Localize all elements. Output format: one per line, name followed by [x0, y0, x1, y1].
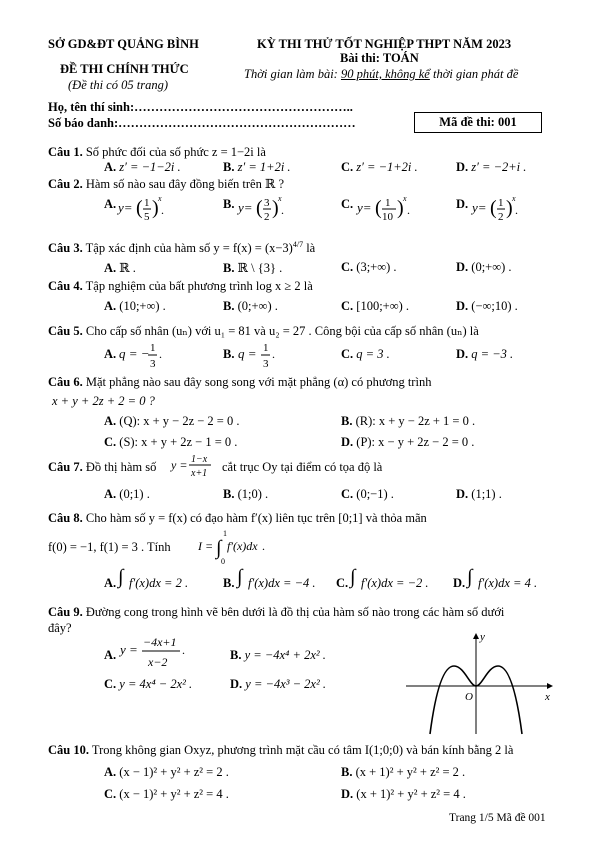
svg-text:1: 1: [385, 197, 391, 209]
q7-text-b: cắt trục Oy tại điểm có tọa độ là: [222, 460, 383, 474]
q8-option-d: [453, 576, 465, 591]
option-text: f′(x)dx = −4 .: [248, 576, 316, 590]
question-2: [48, 176, 284, 192]
option-text: (x − 1)² + y² + z² = 2 .: [119, 765, 229, 779]
q5-text: Cho cấp số nhân (uₙ) với u₁ = 81 và u₂ = 27 . Công bội của cấp số nhân (uₙ) là: [85, 324, 479, 338]
q1-option-b: [223, 160, 291, 175]
option-text: (0;−1) .: [356, 487, 394, 501]
svg-text:.: .: [272, 347, 275, 361]
q8-text: Cho hàm số y = f(x) có đạo hàm f′(x) liên tục trên [0;1] và thỏa mãn: [85, 511, 427, 525]
q9-option-b: [230, 648, 326, 663]
option-letter: D.: [456, 299, 469, 313]
q2-option-b: [223, 197, 234, 212]
q7-option-d: [456, 487, 502, 502]
option-letter: D.: [341, 787, 354, 801]
student-id-line: Số báo danh:…………………………………………………: [48, 116, 356, 130]
option-text: z′ = 1+2i .: [237, 160, 291, 174]
option-letter: A.: [104, 487, 117, 501]
svg-text:.: .: [515, 203, 518, 217]
q3-option-a: [104, 260, 136, 276]
option-letter: D.: [230, 677, 243, 691]
svg-text:): ): [152, 197, 159, 219]
svg-text:.: .: [262, 539, 265, 553]
option-letter: A.: [104, 261, 117, 275]
q4-option-b: [223, 299, 278, 314]
option-letter: C.: [104, 435, 117, 449]
q4-option-a: [104, 299, 166, 314]
q10-option-b: [341, 765, 465, 780]
q7-option-a: [104, 487, 150, 502]
official-label: ĐỀ THI CHÍNH THỨC: [60, 62, 189, 76]
option-letter: A.: [104, 576, 117, 590]
q8-option-d-text: [478, 576, 537, 591]
option-letter: B.: [223, 576, 235, 590]
q6-number: Câu 6.: [48, 375, 83, 389]
option-text: f′(x)dx = 2 .: [129, 576, 189, 590]
option-letter: B.: [341, 414, 353, 428]
option-letter: C.: [104, 787, 117, 801]
option-letter: A.: [104, 648, 117, 662]
option-letter: C.: [341, 487, 354, 501]
origin-label: O: [465, 691, 473, 703]
option-letter: A.: [104, 414, 117, 428]
q6-option-b: [341, 414, 475, 429]
option-letter: B.: [223, 347, 235, 361]
q6-option-c: [104, 435, 237, 450]
option-text: (S): x + y + 2z − 1 = 0 .: [119, 435, 238, 449]
svg-text:x+1: x+1: [191, 468, 208, 479]
svg-text:I =: I =: [198, 539, 214, 553]
question-7: [48, 460, 156, 475]
svg-text:2: 2: [264, 211, 270, 223]
svg-text:1: 1: [263, 342, 269, 354]
svg-text:q = −: q = −: [119, 346, 150, 361]
q7-function-formula: [169, 452, 219, 486]
option-text: z′ = −2+i .: [471, 160, 527, 174]
q4-number: Câu 4.: [48, 279, 83, 293]
svg-text:y=: y=: [472, 200, 487, 215]
time-note-c: thời gian phát đề: [429, 67, 519, 81]
q2-formula-a: [116, 192, 166, 226]
option-text: (x + 1)² + y² + z² = 4 .: [356, 787, 466, 801]
q9-text: Đường cong trong hình vẽ bên dưới là đồ thị của hàm số nào trong các hàm số dưới: [85, 605, 505, 619]
x-axis-label: x: [545, 691, 550, 703]
option-text: [100;+∞) .: [356, 299, 410, 313]
svg-text:(: (: [490, 197, 497, 219]
question-9: [48, 605, 504, 620]
option-letter: A.: [104, 765, 117, 779]
q10-text: Trong không gian Oxyz, phương trình mặt cầu có tâm I(1;0;0) và bán kính bằng 2 là: [91, 743, 514, 757]
option-letter: C.: [336, 576, 349, 590]
option-letter: A.: [104, 299, 117, 313]
q2-option-c: [341, 197, 353, 212]
option-letter: B.: [223, 261, 235, 275]
option-text: (R): x + y − 2z + 1 = 0 .: [355, 414, 476, 428]
option-text: (Q): x + y − 2z − 2 = 0 .: [119, 414, 240, 428]
q5-option-c: [341, 347, 390, 362]
q8-option-a-text: [129, 576, 188, 591]
svg-text:10: 10: [382, 211, 393, 223]
q8-integral-formula: [196, 528, 266, 568]
q4-option-d: [456, 299, 518, 314]
svg-text:1: 1: [144, 197, 150, 209]
svg-text:0: 0: [221, 557, 225, 566]
svg-text:): ): [397, 197, 404, 219]
svg-text:.: .: [182, 643, 185, 657]
q6-option-d: [341, 435, 474, 450]
exam-code-box: Mã đề thi: 001: [414, 112, 542, 133]
q2-option-a: [104, 197, 116, 212]
q1-option-a: [104, 160, 181, 175]
q2-formula-c: [355, 192, 415, 226]
q7-option-c: [341, 487, 394, 502]
y-axis-label: y: [480, 631, 485, 643]
q6-text: Mặt phẳng nào sau đây song song với mặt phẳng (α) có phương trình: [85, 375, 432, 389]
q10-option-c: [104, 787, 229, 802]
svg-text:1: 1: [223, 529, 227, 538]
svg-text:y=: y=: [357, 200, 372, 215]
subject-label: Bài thi: TOÁN: [340, 51, 419, 65]
q1-option-c: [341, 160, 418, 175]
question-6: [48, 375, 431, 390]
question-8: [48, 511, 427, 526]
q9-line2: đây?: [48, 621, 72, 635]
page-count-note: (Đề thi có 05 trang): [68, 78, 168, 92]
q8-option-b-text: [248, 576, 316, 591]
svg-text:y=: y=: [118, 200, 133, 215]
q8-option-c: [336, 576, 348, 591]
option-letter: A.: [104, 197, 117, 211]
option-text: q = −3 .: [471, 347, 514, 361]
svg-text:y =: y =: [120, 642, 138, 657]
svg-text:5: 5: [144, 211, 150, 223]
svg-text:3: 3: [263, 358, 269, 370]
svg-text:.: .: [407, 203, 410, 217]
option-text: ℝ \ {3} .: [237, 261, 283, 275]
option-letter: C.: [341, 160, 354, 174]
svg-text:1−x: 1−x: [191, 454, 208, 465]
q8-option-a: [104, 576, 116, 591]
q3-option-b: [223, 260, 282, 276]
option-letter: B.: [223, 197, 235, 211]
q7-option-b: [223, 487, 268, 502]
q10-number: Câu 10.: [48, 743, 89, 757]
svg-text:x−2: x−2: [148, 655, 168, 669]
svg-text:3: 3: [264, 197, 270, 209]
svg-text:y =: y =: [171, 458, 188, 472]
option-letter: D.: [456, 197, 469, 211]
q5-option-a: [104, 347, 116, 362]
q1-text: Số phức đối của số phức z = 1−2i là: [85, 145, 266, 159]
svg-text:.: .: [281, 203, 284, 217]
option-letter: D.: [456, 160, 469, 174]
option-letter: C.: [341, 260, 354, 274]
svg-text:x: x: [158, 194, 162, 203]
q3-exponent: 4/7: [292, 240, 304, 249]
q5-formula-b: [236, 338, 280, 372]
option-text: y = −4x³ − 2x² .: [245, 677, 326, 691]
option-text: z′ = −1−2i .: [119, 160, 181, 174]
q5-number: Câu 5.: [48, 324, 83, 338]
q5-formula-a: [117, 338, 167, 372]
q7-text-a: Đồ thị hàm số: [85, 460, 157, 474]
page-footer: Trang 1/5 Mã đề 001: [449, 812, 546, 824]
svg-text:): ): [272, 197, 279, 219]
option-letter: A.: [104, 160, 117, 174]
integral-sign-icon: ∫: [467, 566, 473, 588]
exam-title: KỲ THI THỬ TỐT NGHIỆP THPT NĂM 2023: [257, 37, 512, 51]
option-letter: C.: [341, 197, 354, 211]
svg-text:): ): [506, 197, 513, 219]
question-1: [48, 145, 266, 160]
option-letter: C.: [341, 347, 354, 361]
svg-text:f′(x)dx: f′(x)dx: [227, 539, 258, 553]
option-text: q = 3 .: [356, 347, 390, 361]
integral-sign-icon: ∫: [350, 566, 356, 588]
option-text: (1;0) .: [237, 487, 269, 501]
question-4: [48, 279, 313, 294]
option-text: y = 4x⁴ − 2x² .: [119, 677, 193, 691]
student-name-line: Họ, tên thí sinh:……………………………………………..: [48, 100, 353, 114]
time-note-b: 90 phút, không kể: [340, 67, 430, 81]
question-10: [48, 743, 513, 758]
q6-equation: x + y + 2z + 2 = 0 ?: [52, 394, 155, 408]
option-letter: D.: [341, 435, 354, 449]
svg-text:.: .: [161, 203, 164, 217]
option-text: f′(x)dx = 4 .: [478, 576, 538, 590]
option-letter: B.: [223, 487, 235, 501]
q2-option-d: [456, 197, 468, 212]
q1-option-d: [456, 160, 526, 175]
q3-option-c: [341, 260, 397, 275]
q2-formula-b: [236, 192, 286, 226]
option-text: (0;1) .: [119, 487, 150, 501]
option-text: (3;+∞) .: [356, 260, 397, 274]
svg-text:q =: q =: [238, 346, 257, 361]
svg-text:x: x: [278, 194, 282, 203]
q4-option-c: [341, 299, 409, 314]
svg-text:3: 3: [150, 358, 156, 370]
svg-text:∫: ∫: [216, 537, 222, 559]
q10-option-d: [341, 787, 466, 802]
q9-number: Câu 9.: [48, 605, 83, 619]
option-letter: D.: [456, 487, 469, 501]
integral-sign-icon: ∫: [118, 566, 124, 588]
q10-option-a: [104, 765, 229, 780]
option-letter: B.: [341, 765, 353, 779]
option-letter: B.: [223, 160, 235, 174]
q9-option-a: [104, 648, 116, 663]
svg-text:1: 1: [150, 342, 156, 354]
option-letter: D.: [456, 260, 469, 274]
time-note-a: Thời gian làm bài:: [244, 67, 341, 81]
q6-option-a: [104, 414, 239, 429]
q8-number: Câu 8.: [48, 511, 83, 525]
q7-number: Câu 7.: [48, 460, 83, 474]
q8-option-b: [223, 576, 234, 591]
option-letter: D.: [456, 347, 469, 361]
q2-number: Câu 2.: [48, 177, 83, 191]
option-text: (10;+∞) .: [119, 299, 166, 313]
q2-formula-d: [470, 192, 520, 226]
q5-option-d: [456, 347, 513, 362]
q1-number: Câu 1.: [48, 145, 83, 159]
q3-tail: là: [303, 241, 316, 256]
svg-text:(: (: [256, 197, 263, 219]
option-text: (x + 1)² + y² + z² = 2 .: [355, 765, 466, 779]
svg-text:.: .: [159, 347, 162, 361]
svg-text:x: x: [512, 194, 516, 203]
option-letter: C.: [104, 677, 117, 691]
option-letter: B.: [230, 648, 242, 662]
option-text: (x − 1)² + y² + z² = 4 .: [119, 787, 229, 801]
q8-line2: f(0) = −1, f(1) = 3 . Tính: [48, 540, 171, 554]
svg-text:1: 1: [498, 197, 504, 209]
q3-option-d: [456, 260, 512, 275]
svg-text:(: (: [375, 197, 382, 219]
option-text: y = −4x⁴ + 2x² .: [244, 648, 326, 662]
option-text: (−∞;10) .: [471, 299, 518, 313]
q9-formula-a: [118, 634, 198, 674]
svg-text:2: 2: [498, 211, 504, 223]
option-text: (P): x − y + 2z − 2 = 0 .: [356, 435, 475, 449]
q9-option-c: [104, 677, 192, 692]
time-note: [244, 67, 518, 82]
q3-text: Tập xác định của hàm số y = f(x) = (x−3): [85, 241, 293, 256]
q9-option-d: [230, 677, 326, 692]
svg-text:−4x+1: −4x+1: [143, 635, 177, 649]
option-text: (1;1) .: [471, 487, 502, 501]
svg-text:(: (: [136, 197, 143, 219]
q8-option-c-text: [361, 576, 429, 591]
option-text: (0;+∞) .: [237, 299, 278, 313]
q2-text: Hàm số nào sau đây đồng biến trên ℝ ?: [85, 177, 285, 191]
q5-option-b: [223, 347, 234, 362]
svg-text:y=: y=: [238, 200, 253, 215]
option-letter: C.: [341, 299, 354, 313]
option-letter: B.: [223, 299, 235, 313]
department-name: SỞ GD&ĐT QUẢNG BÌNH: [48, 37, 199, 51]
option-text: ℝ .: [119, 261, 136, 275]
option-text: f′(x)dx = −2 .: [361, 576, 429, 590]
option-letter: A.: [104, 347, 117, 361]
question-5: [48, 323, 479, 339]
q4-text: Tập nghiệm của bất phương trình log x ≥ 2 là: [85, 279, 313, 293]
q9-function-graph: [402, 628, 562, 738]
option-text: z′ = −1+2i .: [356, 160, 418, 174]
question-3: [48, 240, 315, 256]
svg-text:x: x: [403, 194, 407, 203]
q3-number: Câu 3.: [48, 241, 83, 256]
option-text: (0;+∞) .: [471, 260, 512, 274]
option-letter: D.: [453, 576, 466, 590]
integral-sign-icon: ∫: [237, 566, 243, 588]
